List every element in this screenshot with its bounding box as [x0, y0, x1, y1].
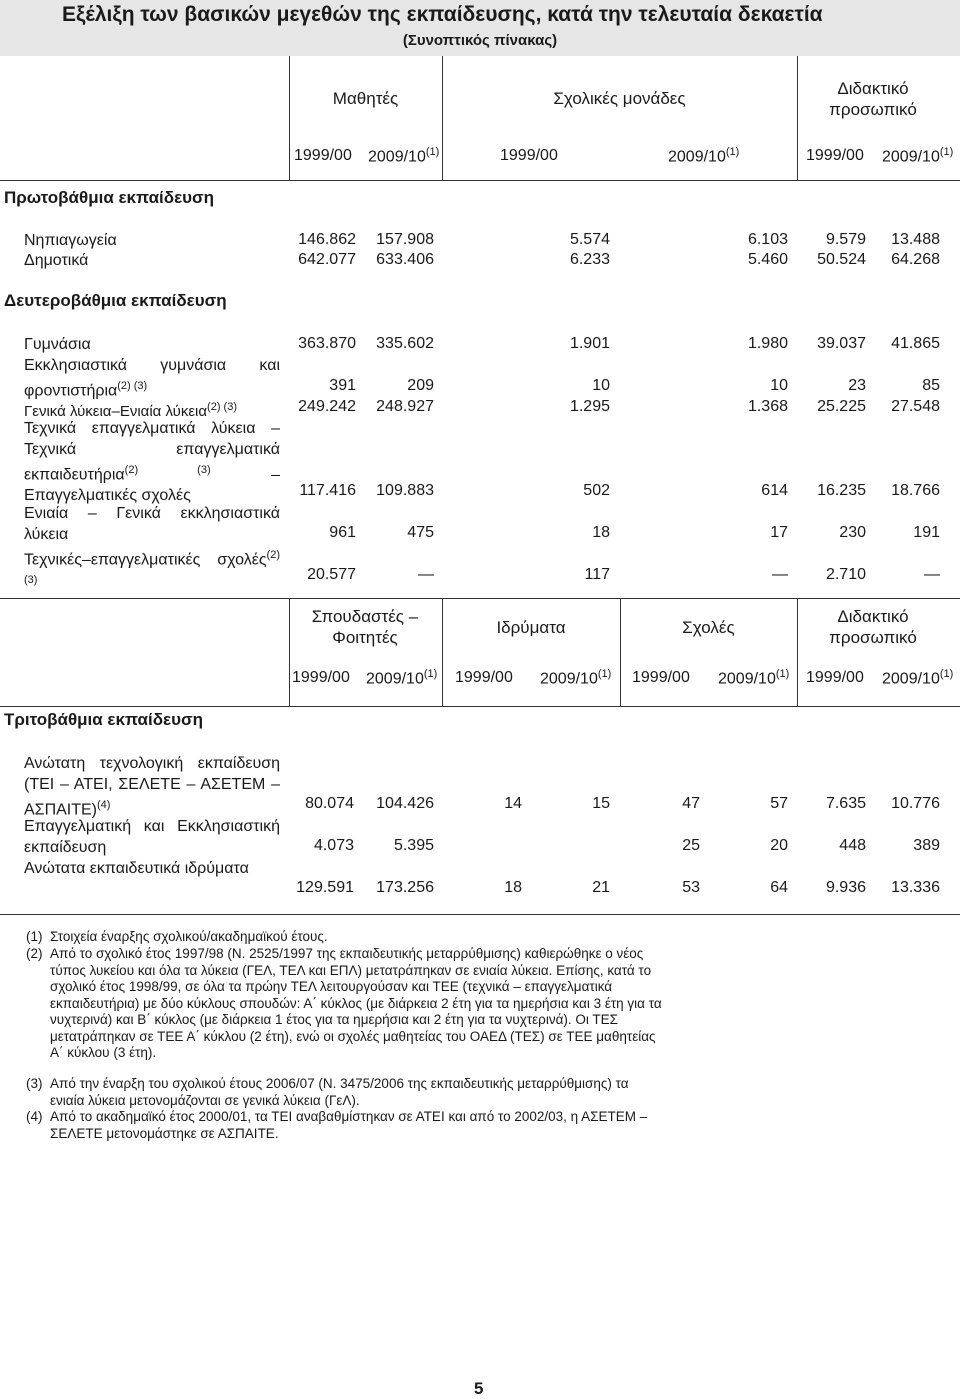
cell-value: 117.416	[299, 482, 356, 499]
cell-value: 249.242	[298, 398, 356, 415]
cell-value: 248.927	[376, 398, 434, 415]
cell-value: 475	[407, 524, 434, 541]
cell-value: 109.883	[376, 482, 434, 499]
cell-value: 961	[329, 524, 356, 541]
footnote: (3) Από την έναρξη του σχολικού έτους 2006/07 (Ν. 3475/2006 της εκπαιδευτικής μεταρρύθμισης) τα ενιαία λύκεια μετονομάζονται σε γενικά λύκεια (ΓεΛ).	[26, 1076, 629, 1108]
cell-value: 41.865	[891, 335, 940, 352]
section-title-secondary: Δευτεροβάθμια εκπαίδευση	[4, 291, 227, 310]
cell-value: 6.233	[569, 251, 610, 268]
cell-value: 502	[583, 482, 610, 499]
cell-value: 25	[682, 837, 700, 854]
section-title-tertiary: Τριτοβάθμια εκπαίδευση	[4, 710, 203, 729]
row-label: Νηπιαγωγεία	[24, 232, 117, 249]
cell-value: 18	[504, 879, 522, 896]
cell-value: 157.908	[376, 231, 434, 248]
year-header: 1999/00	[806, 147, 864, 164]
page-number: 5	[474, 1379, 484, 1398]
cell-value: 10	[592, 377, 610, 394]
cell-value: 53	[682, 879, 700, 896]
cell-value: —	[418, 566, 434, 583]
top-col-divider-3	[797, 56, 798, 181]
bottom-header-rule	[0, 706, 960, 707]
year-header: 2009/10$^{(1)}$	[366, 668, 438, 688]
cell-value: 363.870	[298, 335, 356, 352]
cell-value: 10	[770, 377, 788, 394]
cell-value: 9.936	[825, 879, 866, 896]
cell-value: 129.591	[296, 879, 354, 896]
group-header-school-units: Σχολικές μονάδες	[553, 89, 686, 108]
row-label: Γενικά λύκεια–Ενιαία λύκεια$^{(2) (3)}$	[24, 401, 237, 420]
cell-value: 13.488	[891, 231, 940, 248]
cell-value: 117	[584, 566, 610, 583]
cell-value: 1.368	[747, 398, 788, 415]
year-header: 1999/00	[500, 147, 558, 164]
cell-value: 335.602	[376, 335, 434, 352]
bottom-col-divider-4	[797, 598, 798, 706]
bottom-col-divider-3	[620, 598, 621, 706]
row-label: Τεχνικές–επαγγελματικές σχολές$^{(2) (3)}$	[24, 549, 280, 587]
group-header-students: Μαθητές	[332, 89, 399, 108]
cell-value: —	[924, 566, 940, 583]
page-subtitle: (Συνοπτικός πίνακας)	[402, 32, 558, 49]
year-header: 1999/00	[632, 669, 690, 686]
cell-value: 64	[770, 879, 788, 896]
cell-value: 18.766	[891, 482, 940, 499]
cell-value: 1.901	[569, 335, 610, 352]
cell-value: 2.710	[825, 566, 866, 583]
year-header: 2009/10$^{(1)}$	[668, 146, 740, 166]
group-header-schools: Σχολές	[682, 618, 735, 637]
cell-value: 16.235	[817, 482, 866, 499]
cell-value: 391	[329, 377, 356, 394]
cell-value: 13.336	[891, 879, 940, 896]
group-header-institutions: Ιδρύματα	[496, 618, 566, 637]
year-header: 2009/10$^{(1)}$	[368, 146, 440, 166]
cell-value: 1.295	[569, 398, 610, 415]
cell-value: 7.635	[825, 795, 866, 812]
year-header: 1999/00	[806, 669, 864, 686]
cell-value: —	[772, 566, 788, 583]
bottom-col-divider-1	[289, 598, 290, 706]
bottom-table-top-rule	[0, 598, 960, 599]
group-header-teaching-staff-higher: Διδακτικό προσωπικό	[829, 607, 917, 647]
cell-value: 230	[839, 524, 866, 541]
cell-value: 10.776	[891, 795, 940, 812]
cell-value: 191	[913, 524, 940, 541]
cell-value: 47	[682, 795, 700, 812]
cell-value: 5.460	[747, 251, 788, 268]
row-label: Ενιαία – Γενικά εκκλησιαστικά λύκεια	[24, 505, 280, 543]
year-header: 1999/00	[292, 669, 350, 686]
footnote: (4) Από το ακαδημαϊκό έτος 2000/01, τα ΤΕΙ αναβαθμίστηκαν σε ΑΤΕΙ και από το 2002/03, η ΑΣΕΤΕΜ – ΣΕΛΕΤΕ μετονομάστηκε σε ΑΣΠΑΙΤΕ.	[26, 1109, 648, 1141]
bottom-col-divider-2	[442, 598, 443, 706]
cell-value: 104.426	[376, 795, 434, 812]
year-header: 1999/00	[294, 147, 352, 164]
cell-value: 57	[770, 795, 788, 812]
row-label: Δημοτικά	[24, 252, 89, 269]
cell-value: 5.574	[569, 231, 610, 248]
cell-value: 9.579	[825, 231, 866, 248]
cell-value: 85	[922, 377, 940, 394]
cell-value: 173.256	[376, 879, 434, 896]
year-header: 2009/10$^{(1)}$	[540, 668, 612, 688]
table-bottom-rule	[0, 914, 960, 915]
page-title: Εξέλιξη των βασικών μεγεθών της εκπαίδευσης, κατά την τελευταία δεκαετία	[62, 3, 823, 26]
group-header-students-higher: Σπουδαστές – Φοιτητές	[311, 607, 419, 647]
cell-value: 1.980	[747, 335, 788, 352]
row-label: Επαγγελματική και Εκκλησιαστική εκπαίδευση	[24, 818, 280, 856]
cell-value: 4.073	[313, 837, 354, 854]
row-label: Εκκλησιαστικά γυμνάσια και φροντιστήρια$^{(2) (3)}$	[24, 357, 280, 400]
row-label: Ανώτατα εκπαιδευτικά ιδρύματα	[24, 860, 249, 877]
cell-value: 209	[407, 377, 434, 394]
cell-value: 614	[761, 482, 788, 499]
row-label: Γυμνάσια	[24, 336, 91, 353]
cell-value: 27.548	[891, 398, 940, 415]
cell-value: 23	[848, 377, 866, 394]
year-header: 2009/10$^{(1)}$	[882, 668, 954, 688]
cell-value: 50.524	[817, 251, 866, 268]
cell-value: 20.577	[307, 566, 356, 583]
cell-value: 20	[770, 837, 788, 854]
row-label: Ανώτατη τεχνολογική εκπαίδευση (ΤΕΙ – ΑΤΕΙ, ΣΕΛΕΤΕ – ΑΣΕΤΕΜ – ΑΣΠΑΙΤΕ)$^{(4)}$	[24, 755, 280, 819]
section-title-primary: Πρωτοβάθμια εκπαίδευση	[4, 188, 215, 207]
year-header: 1999/00	[455, 669, 513, 686]
footnote: (1) Στοιχεία έναρξης σχολικού/ακαδημαϊκού έτους.	[26, 929, 328, 944]
top-col-divider-1	[289, 56, 290, 181]
cell-value: 21	[592, 879, 610, 896]
group-header-teaching-staff: Διδακτικό προσωπικό	[829, 79, 917, 119]
cell-value: 389	[913, 837, 940, 854]
cell-value: 80.074	[305, 795, 354, 812]
cell-value: 14	[504, 795, 522, 812]
cell-value: 146.862	[298, 231, 356, 248]
cell-value: 18	[592, 524, 610, 541]
year-header: 2009/10$^{(1)}$	[882, 146, 954, 166]
top-header-rule	[0, 180, 960, 181]
top-col-divider-2	[442, 56, 443, 181]
cell-value: 64.268	[891, 251, 940, 268]
cell-value: 642.077	[298, 251, 356, 268]
cell-value: 5.395	[393, 837, 434, 854]
cell-value: 633.406	[376, 251, 434, 268]
cell-value: 6.103	[747, 231, 788, 248]
cell-value: 17	[770, 524, 788, 541]
cell-value: 39.037	[817, 335, 866, 352]
cell-value: 15	[592, 795, 610, 812]
cell-value: 448	[839, 837, 866, 854]
footnote: (2) Από το σχολικό έτος 1997/98 (Ν. 2525/1997 της εκπαιδευτικής μεταρρύθμισης) καθιερώθηκε ο νέος τύπος λυκείου και όλα τα λύκεια (ΓΕΛ, ΤΕΛ και ΕΠΛ) μετατράπηκαν σε ενιαία λύκεια. Επίσης, κατά το σχολικό έτος 1998/99, σε όλα τα πρώην ΤΕΛ λειτουργούσαν και ΤΕΕ (τεχνικά – επαγγελματικά εκπαιδευτήρια) με δύο κύκλους σπουδών: Α΄ κύκλος (με διάρκεια 2 έτη για τα ημερήσια και 3 έτη για τα νυχτερινά) και Β΄ κύκλος (με διάρκεια 1 έτος για τα ημερήσια και 2 έτη για τα νυχτερινά). Οι ΤΕΣ μετατράπηκαν σε ΤΕΕ Α΄ κύκλου (2 έτη), ενώ οι σχολές μαθητείας του ΟΑΕΔ (ΤΕΣ) σε ΤΕΕ μαθητείας Α΄ κύκλου (3 έτη).	[26, 946, 662, 1060]
year-header: 2009/10$^{(1)}$	[718, 668, 790, 688]
cell-value: 25.225	[817, 398, 866, 415]
row-label: Τεχνικά επαγγελματικά λύκεια – Τεχνικά επαγγελματικά εκπαιδευτήρια$^{(2) (3)}$ – Επαγγελματικές σχολές	[24, 420, 280, 505]
